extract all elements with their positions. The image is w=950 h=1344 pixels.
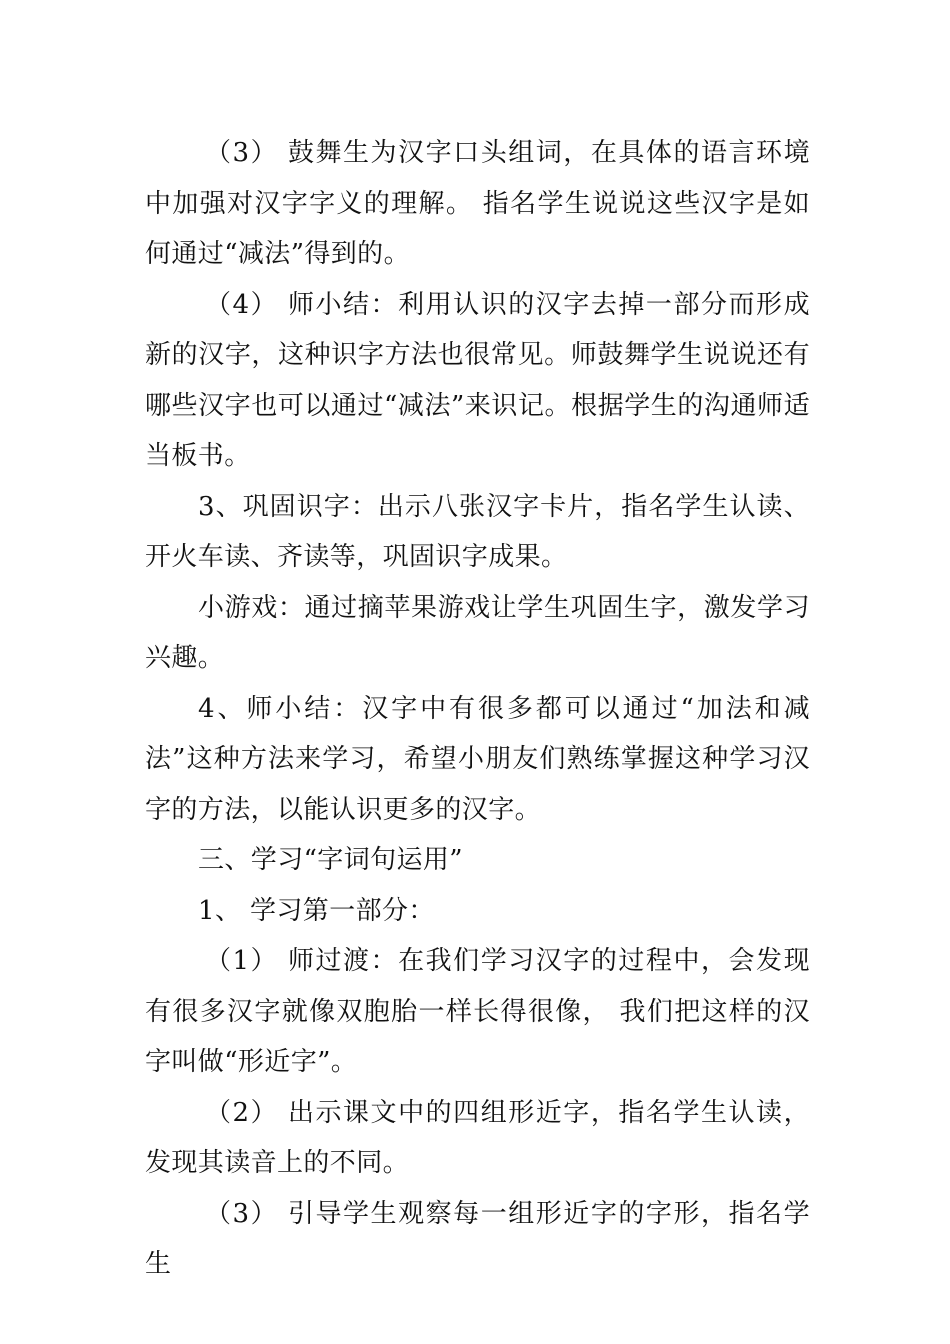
paragraph-step-3-observe-shapes: （3） 引导学生观察每一组形近字的字形，指名学生 bbox=[145, 1198, 810, 1279]
paragraph-step-2-similar-characters: （2） 出示课文中的四组形近字，指名学生认读，发现其读音上的不同。 bbox=[145, 1097, 810, 1178]
paragraph-step-3-word-building: （3） 鼓舞生为汉字口头组词，在具体的语言环境中加强对汉字字义的理解。 指名学生说说这些汉字是如何通过“减法”得到的。 bbox=[145, 138, 810, 269]
paragraph-teacher-summary-addition-subtraction: 4、师小结：汉字中有很多都可以通过“加法和减法”这种方法来学习，希望小朋友们熟练掌握这种学习汉字的方法，以能认识更多的汉字。 bbox=[145, 693, 810, 825]
paragraph-mini-game: 小游戏：通过摘苹果游戏让学生巩固生字，激发学习兴趣。 bbox=[145, 592, 810, 673]
paragraph-step-4-teacher-summary: （4） 师小结：利用认识的汉字去掉一部分而形成新的汉字，这种识字方法也很常见。师鼓舞学生说说还有哪些汉字也可以通过“减法”来识记。根据学生的沟通师适当板书。 bbox=[145, 289, 810, 471]
paragraph-consolidate-literacy: 3、巩固识字：出示八张汉字卡片，指名学生认读、开火车读、齐读等，巩固识字成果。 bbox=[145, 491, 810, 572]
document-body bbox=[145, 128, 810, 1290]
section-heading-word-sentence-use: 三、学习“字词句运用” bbox=[198, 845, 463, 875]
paragraph-step-1-transition: （1） 师过渡：在我们学习汉字的过程中，会发现有很多汉字就像双胞胎一样长得很像， 我们把这样的汉字叫做“形近字”。 bbox=[145, 946, 810, 1077]
paragraph-part-one-heading: 1、 学习第一部分： bbox=[198, 895, 435, 926]
